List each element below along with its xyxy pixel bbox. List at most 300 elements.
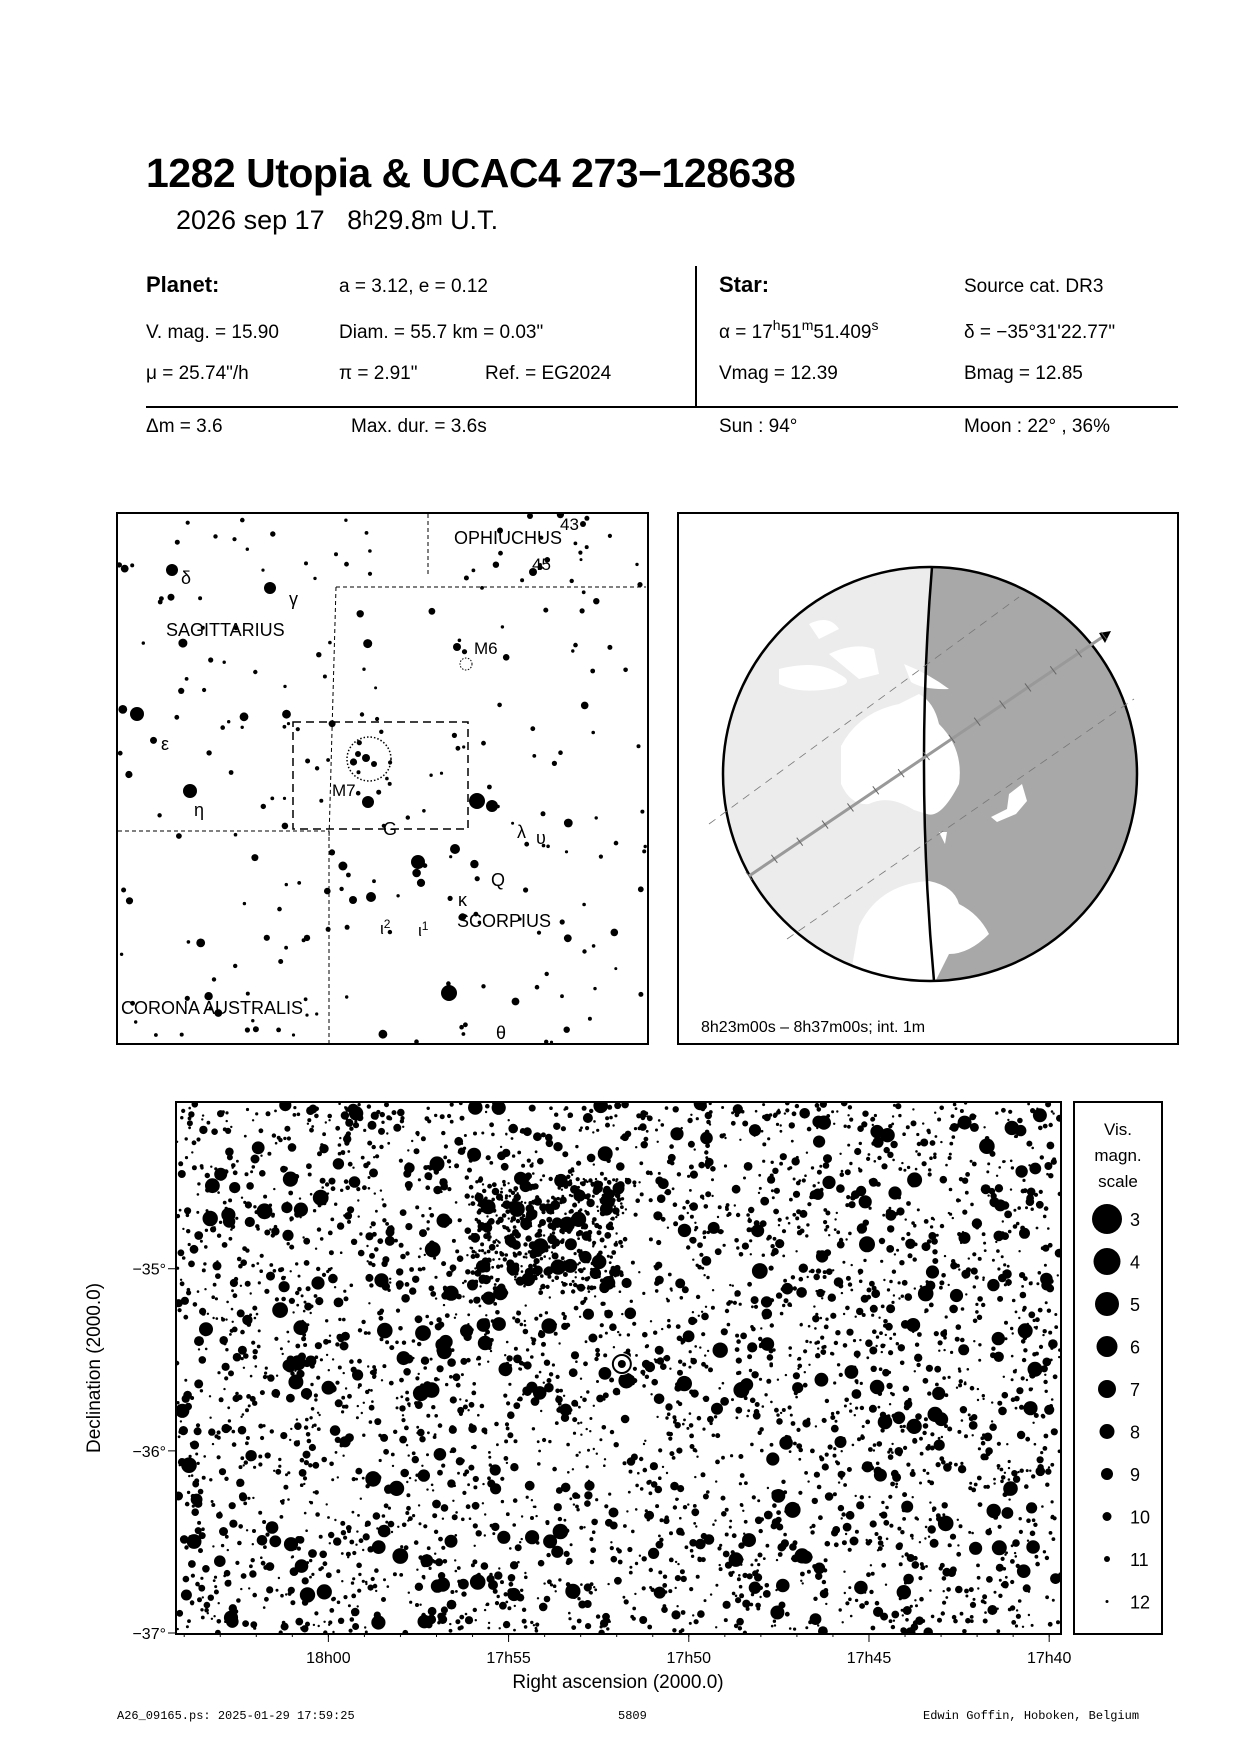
field-star xyxy=(885,1334,887,1336)
field-star xyxy=(434,1114,437,1117)
field-star xyxy=(818,1626,828,1633)
field-star xyxy=(739,1482,742,1485)
field-star xyxy=(729,1526,732,1529)
field-star xyxy=(796,1389,798,1391)
field-star xyxy=(526,1209,537,1220)
field-star xyxy=(925,1565,928,1568)
field-star xyxy=(897,1585,911,1599)
field-star xyxy=(1050,1516,1054,1520)
field-star xyxy=(498,1567,500,1569)
field-star xyxy=(889,1280,893,1284)
finder-star xyxy=(470,860,478,868)
field-star xyxy=(224,1611,238,1625)
field-star xyxy=(274,1110,277,1113)
field-star xyxy=(973,1598,976,1601)
field-star xyxy=(586,1199,594,1207)
field-star xyxy=(982,1394,985,1397)
field-star xyxy=(944,1424,948,1428)
label-delta: δ xyxy=(181,568,192,588)
field-star xyxy=(784,1298,789,1303)
field-star xyxy=(923,1423,929,1429)
field-star xyxy=(1011,1378,1014,1381)
finder-star xyxy=(456,746,461,751)
field-star xyxy=(823,1220,827,1224)
field-star xyxy=(338,1318,341,1321)
field-star xyxy=(188,1126,191,1129)
field-star xyxy=(793,1191,800,1198)
field-star xyxy=(982,1398,984,1400)
field-star xyxy=(711,1403,723,1415)
field-star xyxy=(926,1472,929,1475)
field-star xyxy=(900,1425,903,1428)
field-star xyxy=(733,1301,737,1305)
finder-star xyxy=(326,927,331,932)
field-star xyxy=(614,1577,622,1585)
field-star xyxy=(580,1434,582,1436)
field-star xyxy=(383,1281,386,1284)
field-star xyxy=(598,1251,603,1256)
field-star xyxy=(711,1178,714,1181)
field-star xyxy=(717,1546,721,1550)
field-star xyxy=(926,1265,939,1278)
field-star xyxy=(524,1202,526,1204)
field-star xyxy=(870,1117,874,1121)
time-standard: U.T. xyxy=(450,205,499,235)
field-star xyxy=(836,1461,840,1465)
field-star xyxy=(912,1108,914,1110)
field-star xyxy=(855,1599,858,1602)
field-star xyxy=(251,1341,255,1345)
field-star xyxy=(526,1496,529,1499)
field-star xyxy=(755,1402,760,1407)
field-star xyxy=(243,1347,246,1350)
field-star xyxy=(438,1189,441,1192)
field-star xyxy=(807,1202,811,1206)
field-star xyxy=(258,1424,263,1429)
field-star xyxy=(505,1253,509,1257)
field-star xyxy=(776,1524,783,1531)
field-star xyxy=(258,1462,262,1466)
field-star xyxy=(590,1547,596,1553)
field-star xyxy=(330,1218,334,1222)
finder-star xyxy=(212,977,216,981)
field-star xyxy=(905,1552,909,1556)
field-star xyxy=(431,1579,444,1592)
field-star xyxy=(682,1363,686,1367)
field-star xyxy=(566,1560,571,1565)
field-star xyxy=(1055,1249,1060,1258)
field-star xyxy=(986,1576,993,1583)
field-star xyxy=(405,1251,409,1255)
field-star xyxy=(742,1510,744,1512)
field-star xyxy=(721,1106,724,1109)
field-star xyxy=(689,1202,698,1211)
field-star xyxy=(340,1342,349,1351)
field-star xyxy=(696,1264,699,1267)
field-star xyxy=(623,1524,627,1528)
field-star xyxy=(922,1242,931,1251)
field-star xyxy=(669,1451,674,1456)
field-star xyxy=(927,1480,930,1483)
field-star xyxy=(572,1468,574,1470)
field-star xyxy=(986,1170,989,1173)
field-star xyxy=(767,1487,769,1489)
field-star xyxy=(468,1103,483,1115)
finder-star xyxy=(614,967,617,970)
field-star xyxy=(456,1383,461,1388)
field-star xyxy=(665,1515,669,1519)
field-star xyxy=(625,1178,627,1180)
field-star xyxy=(542,1438,546,1442)
finder-star xyxy=(186,521,190,525)
field-star xyxy=(1019,1405,1024,1410)
field-star xyxy=(930,1539,939,1548)
field-star xyxy=(315,1297,323,1305)
field-star xyxy=(824,1228,827,1231)
field-star xyxy=(921,1619,925,1623)
field-star xyxy=(506,1401,510,1405)
field-star xyxy=(245,1450,256,1461)
field-star xyxy=(255,1112,258,1115)
field-star xyxy=(634,1593,636,1595)
field-star xyxy=(890,1141,897,1148)
field-star xyxy=(340,1251,343,1254)
field-star xyxy=(939,1286,943,1290)
field-star xyxy=(546,1199,549,1202)
field-star xyxy=(919,1482,922,1485)
field-star xyxy=(266,1111,271,1116)
field-star xyxy=(709,1123,711,1125)
field-star xyxy=(760,1327,762,1329)
field-star xyxy=(1041,1414,1045,1418)
field-star xyxy=(575,1494,580,1499)
field-star xyxy=(177,1361,179,1366)
field-star xyxy=(418,1255,421,1258)
field-star xyxy=(977,1296,983,1302)
field-star xyxy=(300,1587,315,1602)
field-star xyxy=(735,1347,740,1352)
field-star xyxy=(895,1103,901,1109)
field-star xyxy=(627,1375,634,1382)
field-star xyxy=(942,1601,946,1605)
field-star xyxy=(870,1564,872,1566)
field-star xyxy=(737,1395,740,1398)
field-star xyxy=(474,1545,476,1547)
field-star xyxy=(639,1123,647,1131)
field-star xyxy=(875,1532,879,1536)
finder-star xyxy=(118,751,123,756)
field-star xyxy=(832,1313,834,1315)
field-star xyxy=(379,1459,382,1462)
field-star xyxy=(566,1443,570,1447)
finder-star xyxy=(537,931,541,935)
iota1-sup: 1 xyxy=(421,919,429,933)
field-star xyxy=(577,1263,579,1265)
field-star xyxy=(599,1438,602,1441)
finder-star xyxy=(429,774,432,777)
field-star xyxy=(703,1494,709,1500)
field-star xyxy=(351,1594,356,1599)
field-star xyxy=(464,1469,469,1474)
field-star xyxy=(521,1208,523,1210)
field-star xyxy=(949,1127,952,1130)
field-star xyxy=(441,1464,445,1468)
field-star xyxy=(977,1576,981,1580)
field-star xyxy=(374,1568,379,1573)
field-star xyxy=(503,1183,506,1186)
field-star xyxy=(314,1294,318,1298)
finder-star xyxy=(512,998,520,1006)
field-star xyxy=(222,1363,230,1371)
field-star xyxy=(874,1469,887,1482)
field-star xyxy=(225,1348,228,1351)
field-star xyxy=(982,1232,986,1236)
field-star xyxy=(584,1491,592,1499)
field-star xyxy=(290,1356,293,1359)
field-star xyxy=(1031,1474,1035,1478)
field-star xyxy=(346,1131,351,1136)
field-star xyxy=(800,1580,802,1582)
field-star xyxy=(677,1485,684,1492)
field-star xyxy=(514,1205,520,1211)
finder-star xyxy=(324,888,331,895)
field-star xyxy=(836,1230,840,1234)
legend-marker xyxy=(1095,1292,1119,1316)
finder-star xyxy=(558,750,563,755)
field-star xyxy=(1029,1372,1036,1379)
field-star xyxy=(592,1131,594,1133)
finder-star xyxy=(121,565,129,573)
field-star xyxy=(618,1560,623,1565)
field-star xyxy=(329,1608,334,1613)
field-star xyxy=(959,1379,963,1383)
field-star xyxy=(841,1512,845,1516)
field-star xyxy=(1045,1103,1051,1107)
field-star xyxy=(805,1234,808,1237)
finder-star xyxy=(282,823,289,830)
field-star xyxy=(797,1368,799,1370)
field-star xyxy=(555,1396,563,1404)
field-star xyxy=(178,1249,185,1256)
field-star xyxy=(894,1253,896,1255)
y-axis-ticks xyxy=(132,1262,177,1643)
field-star xyxy=(429,1567,432,1570)
field-star xyxy=(484,1197,488,1201)
field-star xyxy=(389,1281,391,1283)
field-star xyxy=(816,1340,820,1344)
finder-star xyxy=(497,703,502,708)
field-star xyxy=(620,1205,624,1209)
field-star xyxy=(523,1127,532,1136)
field-star xyxy=(185,1137,188,1140)
field-star xyxy=(178,1458,186,1466)
field-star xyxy=(776,1517,782,1523)
field-star xyxy=(484,1431,487,1434)
field-star xyxy=(1053,1374,1058,1379)
field-star xyxy=(502,1149,510,1157)
finder-star xyxy=(134,1020,137,1023)
field-star xyxy=(764,1511,773,1520)
field-star xyxy=(306,1163,312,1169)
field-star xyxy=(795,1250,797,1252)
field-star xyxy=(998,1594,1002,1598)
field-star xyxy=(592,1241,596,1245)
field-star xyxy=(240,1285,242,1287)
field-star xyxy=(688,1317,696,1325)
field-star xyxy=(500,1477,504,1481)
field-star xyxy=(1004,1321,1008,1325)
finder-star xyxy=(305,1014,308,1017)
field-star xyxy=(274,1225,278,1229)
field-star xyxy=(978,1343,981,1346)
field-star xyxy=(738,1574,741,1577)
field-star xyxy=(915,1343,919,1347)
field-star xyxy=(997,1608,999,1610)
field-star xyxy=(723,1601,731,1609)
field-star xyxy=(705,1130,710,1135)
field-star xyxy=(1019,1517,1022,1520)
field-star xyxy=(793,1628,796,1631)
field-star xyxy=(753,1135,755,1137)
field-star xyxy=(491,1198,495,1202)
field-star xyxy=(724,1164,727,1167)
finder-star xyxy=(357,770,361,774)
field-star xyxy=(521,1270,524,1273)
field-star xyxy=(185,1502,190,1507)
field-star xyxy=(707,1416,714,1423)
finder-star xyxy=(560,919,565,924)
field-star xyxy=(580,1583,583,1586)
field-star xyxy=(825,1453,829,1457)
field-star xyxy=(581,1181,586,1186)
field-star xyxy=(576,1508,579,1511)
field-star xyxy=(441,1131,445,1135)
field-star xyxy=(496,1244,499,1247)
field-star xyxy=(284,1175,287,1178)
field-star xyxy=(975,1275,979,1279)
field-star xyxy=(824,1558,828,1562)
field-star xyxy=(619,1270,624,1275)
field-star xyxy=(294,1174,299,1179)
field-star xyxy=(838,1505,844,1511)
field-star xyxy=(1013,1209,1016,1212)
field-star xyxy=(232,1430,236,1434)
field-star xyxy=(310,1193,313,1196)
field-star xyxy=(431,1614,434,1617)
field-star xyxy=(669,1558,674,1563)
field-star xyxy=(839,1373,843,1377)
field-star xyxy=(878,1612,881,1615)
field-star xyxy=(692,1311,694,1313)
finder-star xyxy=(285,883,288,886)
field-star xyxy=(454,1317,456,1319)
field-star xyxy=(214,1555,226,1567)
field-star xyxy=(871,1366,877,1372)
field-star xyxy=(437,1621,440,1624)
field-star xyxy=(717,1216,719,1218)
field-star xyxy=(357,1359,362,1364)
field-star xyxy=(834,1277,844,1287)
field-star xyxy=(787,1167,790,1170)
field-star xyxy=(1005,1337,1008,1340)
field-star xyxy=(561,1323,568,1330)
field-star xyxy=(891,1625,895,1629)
field-star xyxy=(190,1245,199,1254)
field-star xyxy=(374,1192,376,1194)
field-star xyxy=(243,1502,247,1506)
field-star xyxy=(1027,1540,1029,1542)
field-star xyxy=(426,1453,429,1456)
field-star xyxy=(1002,1507,1014,1519)
field-star xyxy=(500,1146,502,1148)
field-star xyxy=(323,1621,325,1623)
field-star xyxy=(434,1414,438,1418)
field-star xyxy=(693,1522,696,1525)
field-star xyxy=(843,1437,846,1440)
field-star xyxy=(442,1186,445,1189)
field-star xyxy=(973,1319,978,1324)
field-star xyxy=(817,1624,819,1626)
field-star xyxy=(948,1284,950,1286)
field-star xyxy=(892,1414,897,1419)
field-star xyxy=(682,1206,686,1210)
field-star xyxy=(473,1485,477,1489)
field-star xyxy=(824,1588,829,1593)
field-star xyxy=(341,1552,344,1555)
field-star xyxy=(399,1378,404,1383)
field-star xyxy=(885,1210,896,1221)
field-star xyxy=(244,1135,247,1138)
field-star xyxy=(217,1234,221,1238)
field-star xyxy=(623,1375,626,1378)
field-star xyxy=(662,1466,664,1468)
field-star xyxy=(269,1263,273,1267)
finder-star xyxy=(198,596,202,600)
field-star xyxy=(634,1127,637,1130)
field-star xyxy=(576,1454,579,1457)
field-star xyxy=(382,1364,386,1368)
field-star xyxy=(740,1473,745,1478)
field-star xyxy=(798,1357,802,1361)
field-star xyxy=(337,1476,339,1478)
field-star xyxy=(654,1587,666,1599)
field-star xyxy=(771,1161,774,1164)
field-star xyxy=(556,1375,560,1379)
field-star xyxy=(288,1587,295,1594)
field-star xyxy=(582,1398,587,1403)
field-star xyxy=(631,1530,635,1534)
field-star xyxy=(778,1224,780,1226)
field-star xyxy=(279,1281,290,1292)
field-star xyxy=(347,1150,350,1153)
field-star xyxy=(928,1232,936,1240)
field-star xyxy=(755,1517,763,1525)
field-star xyxy=(799,1277,804,1282)
field-star xyxy=(320,1143,323,1146)
field-star xyxy=(782,1255,785,1258)
field-star xyxy=(953,1619,958,1624)
field-star xyxy=(861,1295,869,1303)
field-star xyxy=(424,1254,426,1256)
field-star xyxy=(384,1526,387,1529)
field-star xyxy=(555,1590,557,1592)
finder-star xyxy=(458,639,462,643)
field-star xyxy=(471,1195,474,1198)
field-star xyxy=(227,1549,229,1551)
finder-star xyxy=(376,790,381,795)
finder-star xyxy=(440,772,443,775)
field-star xyxy=(411,1140,413,1142)
